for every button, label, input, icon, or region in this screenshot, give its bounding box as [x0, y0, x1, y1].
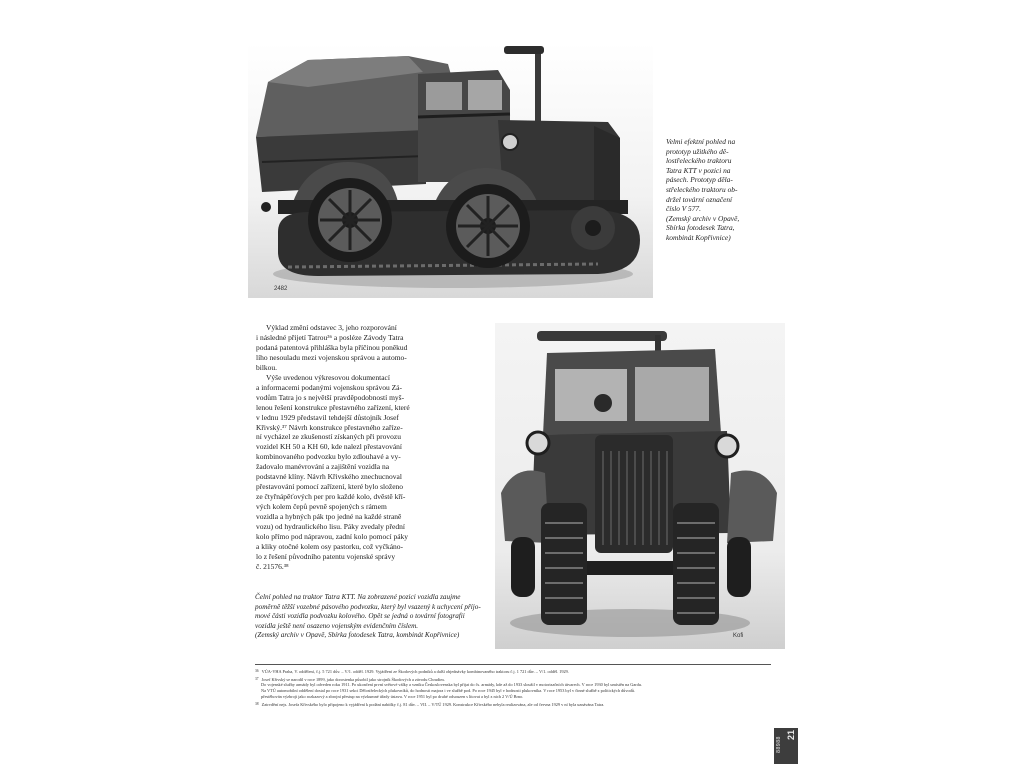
body-text-line: kolo přímo pod nápravou, zadní kolo pomocí páky — [256, 532, 409, 542]
footnote-number: 38 — [255, 701, 259, 706]
caption-line: (Zemský archiv v Opavě, Sbírka fotodesek Tatra, kombinát Kopřivnice) — [255, 631, 460, 639]
body-text-line: a kliky otočné kolem osy pastorku, což vyčkáno- — [256, 541, 404, 551]
footnotes — [255, 669, 770, 709]
page-number-tab — [774, 728, 798, 764]
caption-line: Čelní pohled na traktor Tatra KTT. Na zobrazené pozici vozidla zaujme — [255, 593, 461, 601]
footnote-divider — [255, 664, 771, 665]
body-text-line: Výklad změní odstavec 3, jeho rozporování — [266, 323, 397, 332]
body-text-line: č. 21576.³⁸ — [256, 561, 289, 571]
caption-line: poměrně těžší vozebné pásového podvozku, který byl vsazený k uchycení příjo- — [255, 602, 481, 611]
caption-line: pásech. Prototyp děla- — [666, 175, 733, 185]
footnote-number: 36 — [255, 669, 259, 673]
caption-line: (Zemský archiv v Opavě, — [666, 213, 740, 223]
body-text-line: vozidel KH 50 a KH 60, kde nalezl přestavování — [256, 442, 402, 452]
body-text-line: i následné přijetí Tatrou³⁶ a posléze Závody Tatra — [256, 332, 404, 342]
caption-line: mové části vozidla podvozku kolového. Opět se jedná o tovární fotografii — [255, 612, 465, 620]
body-text-line: Výše uvedenou výkresovou dokumentací — [266, 372, 390, 382]
top-photo-caption — [666, 137, 776, 243]
tractor-side-photo — [248, 42, 653, 298]
body-text-line: a informacemi podanými vojenskou správou Zá- — [256, 382, 403, 392]
body-text-line: podstavné klíny. Návrh Křivského znechucnoval — [256, 472, 402, 482]
body-text-line: ní vycházel ze zkušeností získaných při provozu — [256, 432, 401, 442]
body-text-line: vozidla a hybných pák tpo jedné na každé straně — [256, 512, 402, 522]
body-text-line: podaná patentová přihláška byla příčinou poněkud — [256, 342, 408, 352]
caption-line: kombinát Kopřivnice) — [666, 232, 731, 242]
body-text-line: žadovalo manévrování a zajištění vozidla na — [256, 462, 390, 472]
caption-line: střeleckého traktoru ob- — [666, 184, 738, 194]
body-text-column — [256, 323, 434, 572]
body-text-line: bilkou. — [256, 362, 278, 372]
top-photo-number: 2482 — [274, 286, 288, 292]
body-text-line: vodům Tatra jo s největší pravděpodobností myš- — [256, 392, 405, 402]
caption-line: držel tovární označení — [666, 194, 733, 204]
bottom-photo-number: Kofi — [733, 633, 744, 639]
bottom-photo-caption — [255, 593, 505, 641]
footnote-number: 37 — [255, 676, 259, 681]
footnote-gap — [255, 707, 770, 709]
footnote-text: Josef Křivský se narodil v roce 1899, jako dorostenka působil jako strojník Škodových a závodu Chrudim. — [261, 676, 445, 682]
footnote-text: Zatrvdění nejs. Josefa Křivského bylo připojeno k vyjádření k podání nabídky č.j. 81 dův. – VII. – V/TÚ 1929. Konstrukce Křivského nebyla realizována, ale od června 1929 v ní byla uznávána Tatra. — [261, 701, 605, 707]
body-text-line: vých kolem čepů pevně spojených s rámem — [256, 502, 387, 512]
body-text-line: vozu) od hydraulického lisu. Páky zvedaly přední — [256, 522, 405, 532]
footnote-text: Na VTÚ automobilní oddělení dostal po roce 1931 sekci Dělostřeleckých plukovníků, do hodnosti majora i ve službě pod. Po roce 1945 byl v hodnosti plukovníka. V roce 1953 byl v činné službě z politických důvodů. — [261, 688, 636, 694]
body-text-line: v lednu 1929 představil tehdejší důstojník Josef — [256, 412, 399, 422]
footnote-text: VÚA-VHA Praha, V. oddělení, č.j. 5 721 dův. – V/1. odděl. 1929. Vyjádření ze Škodových podniků a další objednávky kombinovaného traktoru č.j. 1 721 dův. – V/1. odděl. 1929. — [261, 669, 569, 674]
caption-line: lostřeleckého traktoru — [666, 156, 732, 166]
body-text-line: Křivský.³⁷ Návrh konstrukce přestavného zaříze- — [256, 422, 403, 432]
body-text-line: kombinovaného podvozku bylo zdlouhavé a vy- — [256, 452, 401, 462]
page-tab-label: 88988 — [776, 736, 782, 754]
page-number: 21 — [786, 730, 796, 741]
body-text-line: lo z řešení původního patentu vojenské správy — [256, 551, 396, 561]
caption-line: prototyp užitkého dě- — [666, 146, 729, 156]
tractor-front-photo — [495, 323, 785, 649]
caption-line: Velmi efektní pohled na — [666, 137, 736, 146]
caption-line: Sbírka fotodesek Tatra, — [666, 223, 735, 233]
body-text-line: lenou řešení konstrukce přestavného zařízení, které — [256, 402, 410, 412]
footnote-text: Do vojenské služby armády byl odveden roku 1911. Po ukončení první světové války a vzniku Československa byl přijat do čs. armády, kde až do 1933 sloužil v motorizačních útvarech. V roce 1930 byl umístěn na Gardu. — [261, 682, 643, 688]
caption-line: Tatra KTT v pozici na — [666, 165, 731, 175]
caption-line: vozidla ještě není osazeno vojenským evidenčním číslem. — [255, 621, 419, 630]
body-text-line: ze čtyřnápěťových per pro každé kolo, dvěstě kří- — [256, 492, 406, 502]
body-text-line: přestavování pomocí zařízení, které bylo složeno — [256, 482, 404, 492]
body-text-line: lího nesouladu mezi vojenskou správou a automo- — [256, 352, 407, 362]
caption-line: číslo V 577. — [666, 204, 701, 214]
footnote-text: přestěhován výzbroji jako rozkazový a zbrojní přestup na výzkumné úřady ústavu. V roce 1951 byl po druhé odsouzen s litovat a byl z nich 2 V/Ú Brno. — [261, 693, 524, 699]
